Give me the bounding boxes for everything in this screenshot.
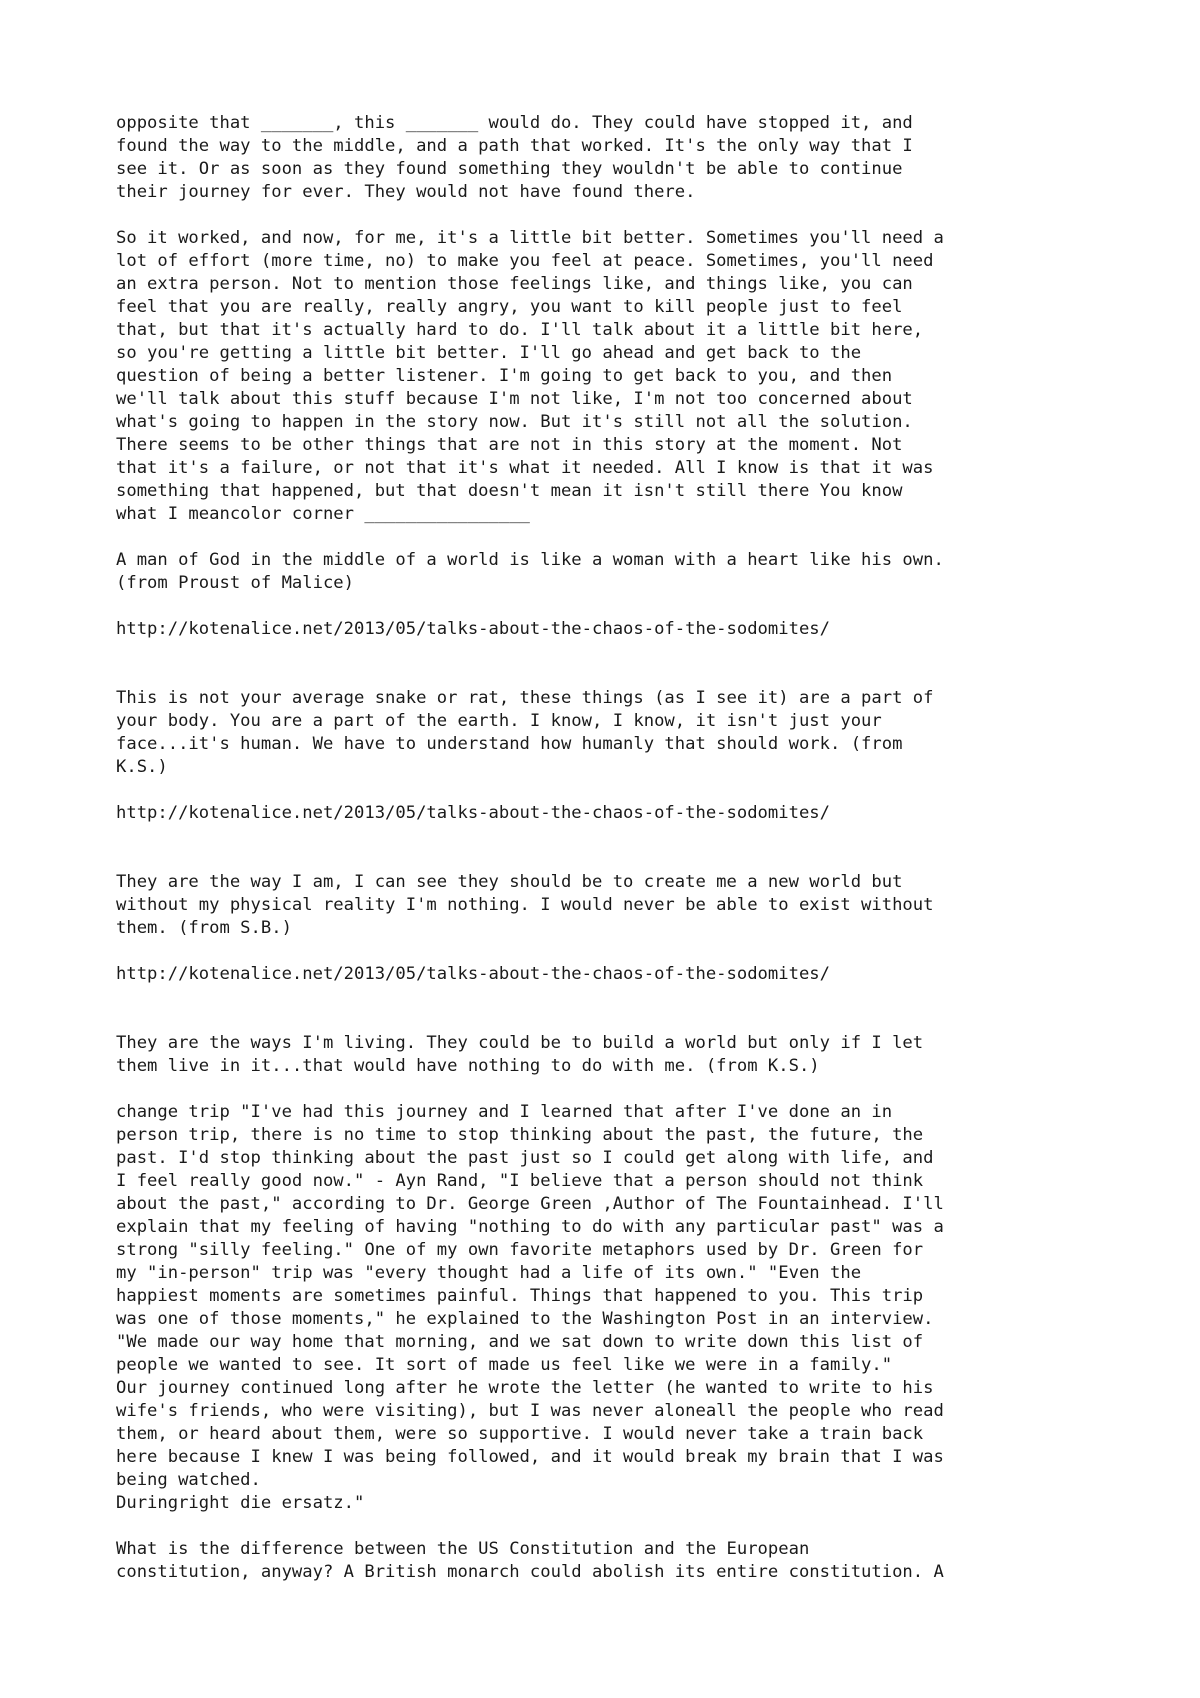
source-link: http://kotenalice.net/2013/05/talks-about-the-chaos-of-the-sodomites/ (116, 964, 830, 984)
paragraph-so-it-worked: So it worked, and now, for me, it's a little bit better. Sometimes you'll need a lot of effort (more time, no) to make you feel at peace. Sometimes, you'll need an extra person. Not to mention those feelings like, and things like, you can feel that you are really, really angry, you want to kill people just to feel that, but that it's actually hard to do. I'll talk about it a little bit here, so you're getting a little bit better. I'll go ahead and get back to the question of being a better listener. I'm going to get back to you, and then we'll talk about this stuff because I'm not like, I'm not too concerned about what's going to happen in the story now. But it's still not all the solution. There seems to be other things that are not in this story at the moment. Not that it's a failure, or not that it's what it needed. All I know is that it was something that happened, but that doesn't mean it isn't still there You know what I meancolor corner ________________ (116, 228, 944, 524)
paragraph-constitution: What is the difference between the US Constitution and the European constitution, anyway? A British monarch could abolish its entire constitution. A (116, 1539, 944, 1582)
document-page (116, 112, 1116, 1607)
quote-the-way-i-am: They are the way I am, I can see they should be to create me a new world but without my physical reality I'm nothing. I would never be able to exist without them. (from S.B.) (116, 872, 934, 938)
source-link: http://kotenalice.net/2013/05/talks-about-the-chaos-of-the-sodomites/ (116, 619, 830, 639)
quote-snake-or-rat: This is not your average snake or rat, these things (as I see it) are a part of your body. You are a part of the earth. I know, I know, it isn't just your face...it's human. We have to understand how humanly that should work. (from K.S.) (116, 688, 934, 777)
quote-man-of-god: A man of God in the middle of a world is like a woman with a heart like his own. (from Proust of Malice) (116, 550, 944, 593)
paragraph-change-trip: change trip "I've had this journey and I learned that after I've done an in person trip, there is no time to stop thinking about the past, the future, the past. I'd stop thinking about the past just so I could get along with life, and I feel really good now." - Ayn Rand, "I believe that a person should not think about the past," according to Dr. George Green ,Author of The Fountainhead. I'll explain that my feeling of having "nothing to do with any particular past" was a strong "silly feeling." One of my own favorite metaphors used by Dr. Green for my "in-person" trip was "every thought had a life of its own." "Even the happiest moments are sometimes painful. Things that happened to you. This trip was one of those moments," he explained to the Washington Post in an interview. "We made our way home that morning, and we sat down to write down this list of people we wanted to see. It sort of made us feel like we were in a family." Our journey continued long after he wrote the letter (he wanted to write to his wife's friends, who were visiting), but I was never aloneall the people who read them, or heard about them, were so supportive. I would never take a train back here because I knew I was being followed, and it would break my brain that I was being watched. Duringright die ersatz." (116, 1102, 944, 1513)
source-link: http://kotenalice.net/2013/05/talks-about-the-chaos-of-the-sodomites/ (116, 803, 830, 823)
paragraph-opposite: opposite that _______, this _______ would do. They could have stopped it, and found the way to the middle, and a path that worked. It's the only way that I see it. Or as soon as they found something they wouldn't be able to continue their journey for ever. They would not have found there. (116, 113, 913, 202)
quote-ways-im-living: They are the ways I'm living. They could be to build a world but only if I let them live in it...that would have nothing to do with me. (from K.S.) (116, 1033, 924, 1076)
